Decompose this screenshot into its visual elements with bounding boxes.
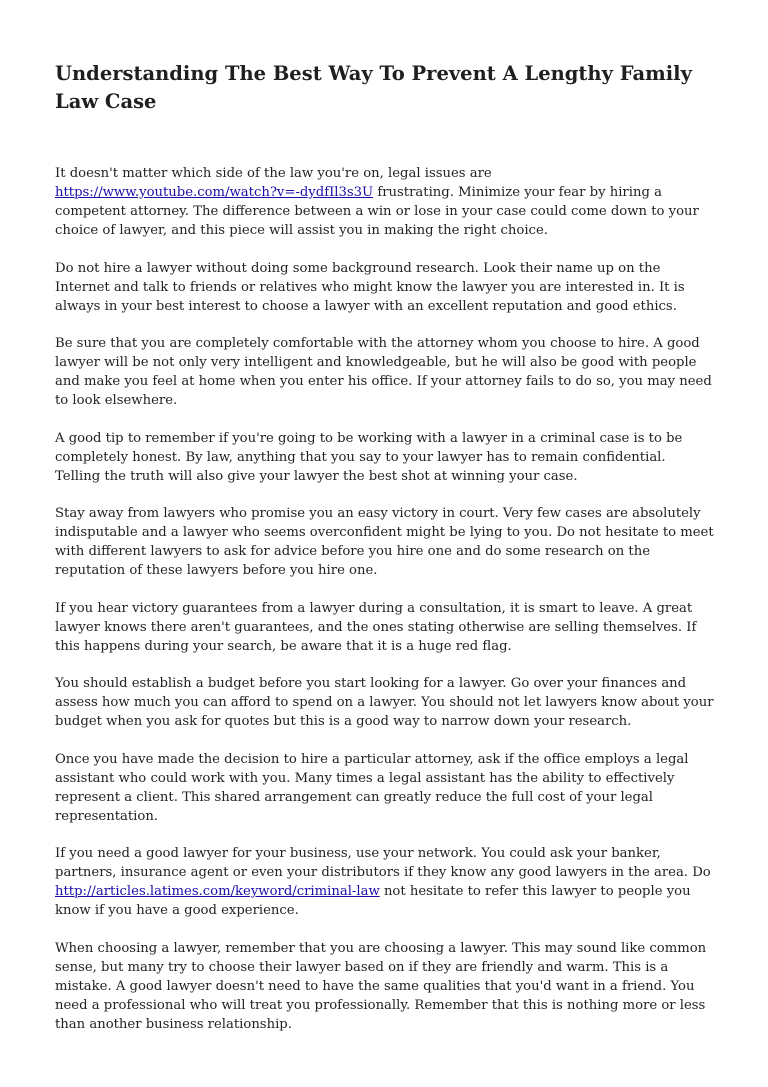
paragraph-7: You should establish a budget before you start looking for a lawyer. Go over your finances and assess how much you can afford to spend on a lawyer. You should not let lawyers know about your budget when you ask for quotes but this is a good way to narrow down your research. bbox=[55, 676, 714, 729]
paragraph-9 bbox=[55, 844, 714, 920]
paragraph-3: Be sure that you are completely comfortable with the attorney whom you choose to hire. A good lawyer will be not only very intelligent and knowledgeable, but he will also be good with people and make you feel at home when you enter his office. If your attorney fails to do so, you may need to look elsewhere. bbox=[55, 336, 712, 408]
paragraph-5: Stay away from lawyers who promise you an easy victory in court. Very few cases are absolutely indisputable and a lawyer who seems overconfident might be lying to you. Do not hesitate to meet with different lawyers to ask for advice before you hire one and do some research on the reputation of these lawyers before you hire one. bbox=[55, 506, 714, 578]
paragraph-10: When choosing a lawyer, remember that you are choosing a lawyer. This may sound like common sense, but many try to choose their lawyer based on if they are friendly and warm. This is a mistake. A good lawyer doesn't need to have the same qualities that you'd want in a friend. You need a professional who will treat you professionally. Remember that this is nothing more or less than another business relationship. bbox=[55, 940, 707, 1032]
paragraph-1 bbox=[55, 164, 714, 240]
paragraph-text: It doesn't matter which side of the law you're on, legal issues are bbox=[55, 166, 492, 181]
paragraph-text: If you need a good lawyer for your business, use your network. You could ask your banker, partners, insurance agent or even your distributors if they know any good lawyers in the area. Do bbox=[55, 846, 711, 880]
paragraph-text: frustrating. Minimize your fear by hiring a competent attorney. The difference between a win or lose in your case could come down to your choice of lawyer, and this piece will assist you in making the right choice. bbox=[55, 185, 699, 238]
youtube-link[interactable]: https://www.youtube.com/watch?v=-dydfIl3s3U bbox=[55, 185, 374, 200]
paragraph-8: Once you have made the decision to hire a particular attorney, ask if the office employs a legal assistant who could work with you. Many times a legal assistant has the ability to effectively represent a client. This shared arrangement can greatly reduce the full cost of your legal representation. bbox=[55, 751, 689, 824]
paragraph-4: A good tip to remember if you're going to be working with a lawyer in a criminal case is to be completely honest. By law, anything that you say to your lawyer has to remain confidential. Telling the truth will also give your lawyer the best shot at winning your case. bbox=[55, 430, 683, 484]
page-title: Understanding The Best Way To Prevent A Lengthy Family Law Case bbox=[55, 62, 692, 113]
paragraph-2: Do not hire a lawyer without doing some background research. Look their name up on the Internet and talk to friends or relatives who might know the lawyer you are interested in. It is always in your best interest to choose a lawyer with an excellent reputation and good ethics. bbox=[55, 260, 685, 314]
latimes-link[interactable]: http://articles.latimes.com/keyword/criminal-law bbox=[55, 884, 380, 899]
paragraph-text: not hesitate to refer this lawyer to people you know if you have a good experience. bbox=[55, 884, 691, 918]
paragraph-6: If you hear victory guarantees from a lawyer during a consultation, it is smart to leave. A great lawyer knows there aren't guarantees, and the ones stating otherwise are selling themselves. If this happens during your search, be aware that it is a huge red flag. bbox=[55, 600, 697, 654]
